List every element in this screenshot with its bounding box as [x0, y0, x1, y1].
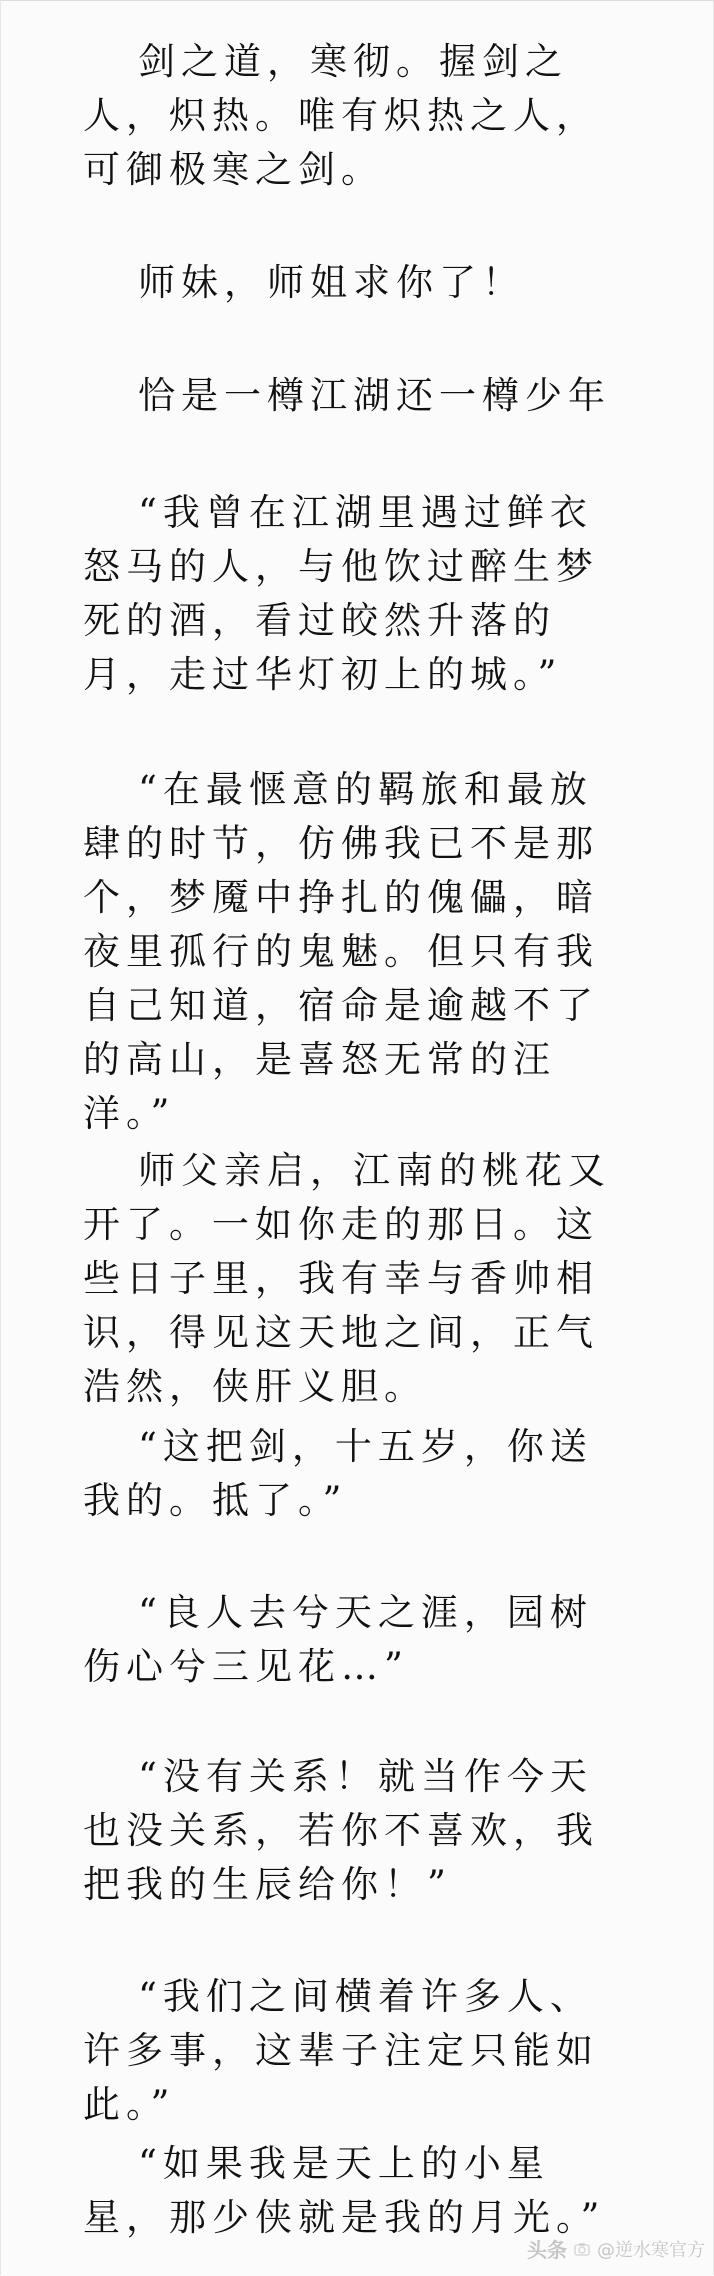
paragraph-2: 师妹，师姐求你了！: [138, 261, 525, 304]
text-content: [1, 1, 714, 2276]
paragraph-1: 剑之道，寒彻。握剑之人，炽热。唯有炽热之人，可御极寒之剑。: [83, 40, 599, 191]
paragraph-6: 师父亲启，江南的桃花又开了。一如你走的那日。这些日子里，我有幸与香帅相识，得见这天地之间，正气浩然，侠肝义胆。: [83, 1149, 611, 1408]
watermark-camera-icon: [573, 2240, 591, 2258]
paragraph-9: “没有关系！就当作今天也没关系，若你不喜欢，我把我的生辰给你！”: [83, 1755, 599, 1906]
paragraph-8: “良人去兮天之涯，园树伤心兮三见花…”: [83, 1591, 593, 1688]
paragraph-5: “在最惬意的羁旅和最放肆的时节，仿佛我已不是那个，梦魇中挣扎的傀儡，暗夜里孤行的鬼魅。但只有我自己知道，宿命是逾越不了的高山，是喜怒无常的汪洋。”: [83, 768, 599, 1135]
watermark-account: @逆水寒官方: [597, 2239, 705, 2261]
paragraph-4: “我曾在江湖里遇过鲜衣怒马的人，与他饮过醉生梦死的酒，看过皎然升落的月，走过华灯初上的城。”: [83, 491, 599, 696]
watermark-logo: 头条: [527, 2238, 567, 2262]
paragraph-11: “如果我是天上的小星星，那少侠就是我的月光。”: [83, 2142, 606, 2239]
watermark: [527, 2234, 705, 2263]
paragraph-10: “我们之间横着许多人、许多事，这辈子注定只能如此。”: [83, 1975, 599, 2126]
paragraph-3: 恰是一樽江湖还一樽少年: [138, 374, 611, 417]
paragraph-7: “这把剑，十五岁，你送我的。抵了。”: [83, 1425, 593, 1522]
